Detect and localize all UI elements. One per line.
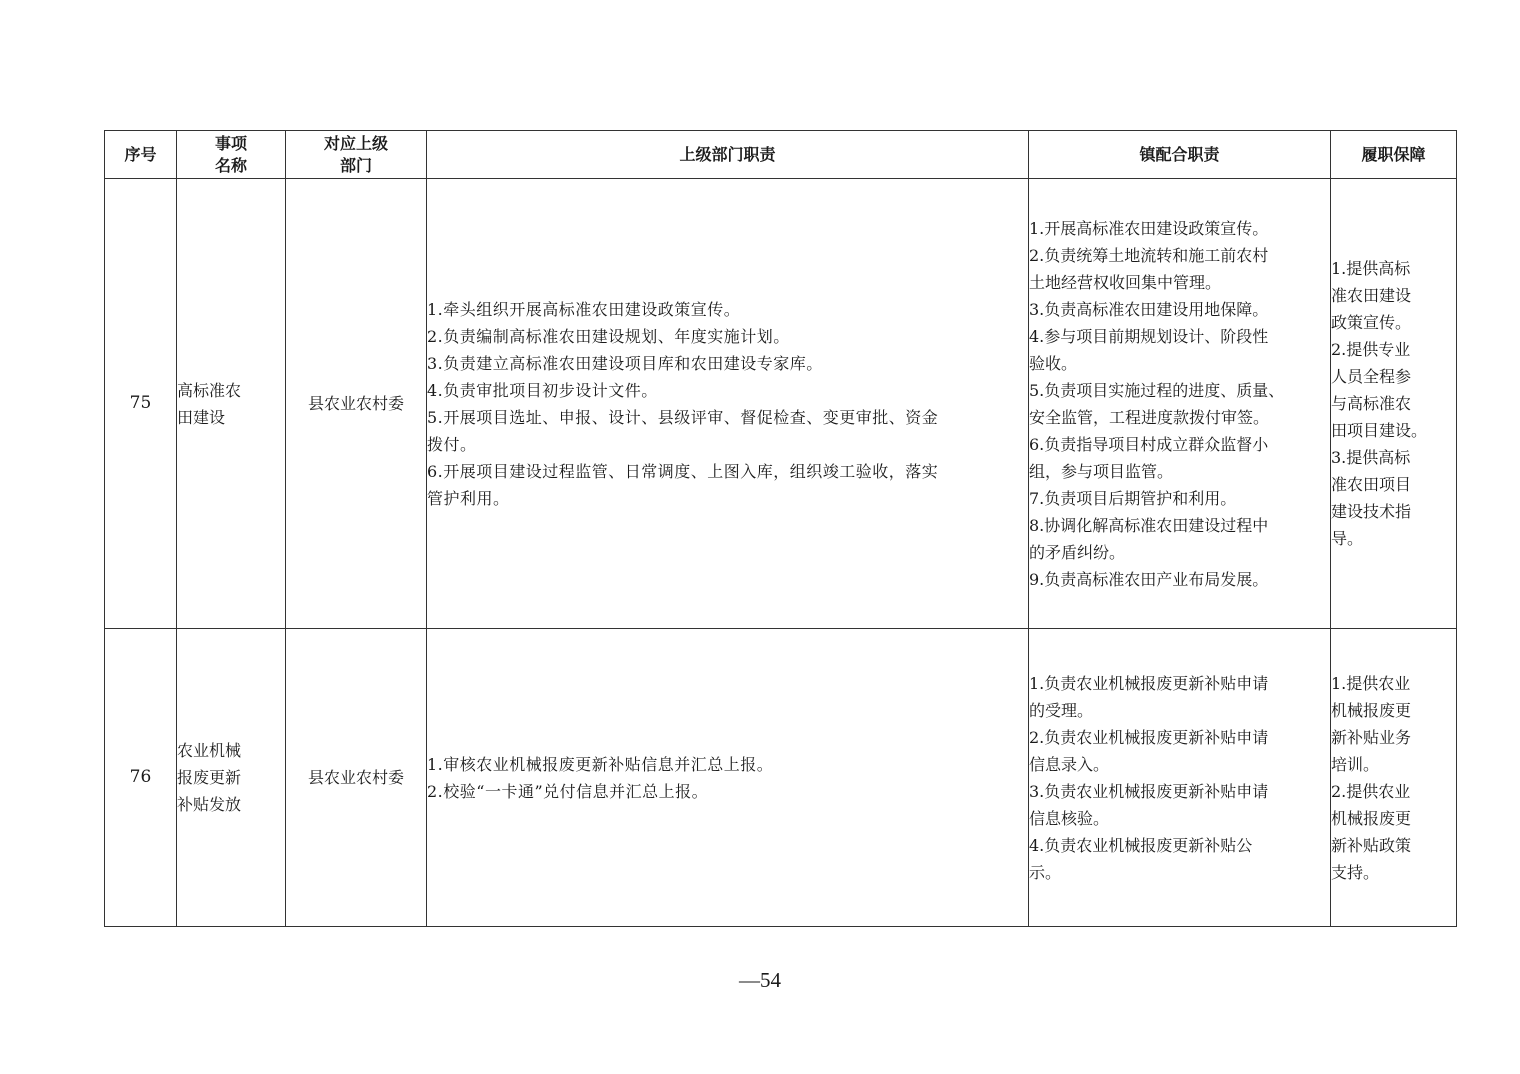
cell-item-name	[177, 629, 286, 927]
text-line: 2.负责农业机械报废更新补贴申请	[1029, 727, 1269, 747]
text-line: 新补贴业务	[1331, 727, 1412, 747]
page-number: —54	[739, 968, 781, 992]
header-dept	[286, 131, 427, 179]
text-line: 示。	[1029, 862, 1062, 882]
cell-guarantee	[1331, 629, 1457, 927]
text-line: 3.负责农业机械报废更新补贴申请	[1029, 781, 1269, 801]
text-line: 1.提供农业	[1331, 673, 1411, 693]
cell-dept: 县农业农村委	[286, 179, 427, 629]
text-line: 机械报废更	[1331, 700, 1412, 720]
header-dept-line1: 对应上级	[323, 133, 388, 153]
text-line: 人员全程参	[1331, 367, 1412, 386]
text-line: 3.负责建立高标准农田建设项目库和农田建设专家库。	[427, 353, 823, 373]
text-line: 6.负责指导项目村成立群众监督小	[1029, 434, 1269, 454]
text-line: 7.负责项目后期管护和利用。	[1029, 488, 1237, 508]
text-line: 1.审核农业机械报废更新补贴信息并汇总上报。	[427, 754, 774, 774]
text-line: 的矛盾纠纷。	[1029, 542, 1126, 562]
text-line: 2.负责统筹土地流转和施工前农村	[1029, 245, 1269, 265]
text-line: 报废更新	[177, 768, 242, 787]
text-line: 2.提供专业	[1331, 340, 1411, 359]
table-row	[105, 629, 1457, 927]
cell-upper-duty	[427, 179, 1029, 629]
header-item-name	[177, 131, 286, 179]
text-line: 支持。	[1331, 862, 1380, 882]
text-line: 验收。	[1029, 353, 1078, 373]
text-line: 6.开展项目建设过程监管、日常调度、上图入库，组织竣工验收，落实	[427, 461, 939, 481]
text-line: 4.参与项目前期规划设计、阶段性	[1029, 326, 1269, 346]
text-line: 拨付。	[427, 434, 477, 454]
text-line: 导。	[1331, 529, 1364, 548]
table-row	[105, 179, 1457, 629]
text-line: 补贴发放	[177, 795, 242, 814]
text-line: 5.负责项目实施过程的进度、质量、	[1029, 380, 1285, 400]
cell-item-name	[177, 179, 286, 629]
text-line: 1.提供高标	[1331, 259, 1411, 278]
text-line: 的受理。	[1029, 700, 1094, 720]
text-line: 3.负责高标准农田建设用地保障。	[1029, 299, 1269, 319]
text-line: 2.提供农业	[1331, 781, 1411, 801]
text-line: 2.负责编制高标准农田建设规划、年度实施计划。	[427, 326, 790, 346]
text-line: 机械报废更	[1331, 808, 1412, 828]
header-seq: 序号	[105, 131, 177, 179]
text-line: 准农田建设	[1331, 286, 1412, 305]
text-line: 9.负责高标准农田产业布局发展。	[1029, 569, 1269, 589]
header-row	[105, 131, 1457, 179]
text-line: 与高标准农	[1331, 394, 1412, 413]
text-line: 2.校验“一卡通”兑付信息并汇总上报。	[427, 781, 709, 801]
text-line: 安全监管，工程进度款拨付审签。	[1029, 407, 1270, 427]
cell-dept: 县农业农村委	[286, 629, 427, 927]
text-line: 信息录入。	[1029, 754, 1110, 774]
text-line: 1.开展高标准农田建设政策宣传。	[1029, 218, 1269, 238]
cell-seq: 76	[105, 629, 177, 927]
header-guarantee: 履职保障	[1331, 131, 1457, 179]
text-line: 组，参与项目监管。	[1029, 461, 1174, 481]
text-line: 管护利用。	[427, 488, 510, 508]
text-line: 土地经营权收回集中管理。	[1029, 272, 1222, 292]
text-line: 高标准农	[177, 380, 242, 400]
text-line: 政策宣传。	[1331, 313, 1412, 332]
header-item-line2: 名称	[214, 155, 247, 175]
duty-table	[104, 130, 1457, 927]
text-line: 建设技术指	[1331, 502, 1412, 521]
text-line: 新补贴政策	[1331, 835, 1412, 855]
cell-guarantee	[1331, 179, 1457, 629]
text-line: 准农田项目	[1331, 475, 1412, 494]
cell-seq: 75	[105, 179, 177, 629]
text-line: 3.提供高标	[1331, 448, 1411, 467]
text-line: 1.牵头组织开展高标准农田建设政策宣传。	[427, 299, 741, 319]
header-upper-duty: 上级部门职责	[427, 131, 1029, 179]
text-line: 农业机械	[177, 741, 242, 760]
header-item-line1: 事项	[214, 133, 247, 153]
text-line: 4.负责审批项目初步设计文件。	[427, 380, 658, 400]
text-line: 4.负责农业机械报废更新补贴公	[1029, 835, 1253, 855]
header-dept-line2: 部门	[339, 155, 372, 175]
text-line: 5.开展项目选址、申报、设计、县级评审、督促检查、变更审批、资金	[427, 407, 939, 427]
header-town-duty: 镇配合职责	[1029, 131, 1331, 179]
cell-town-duty	[1029, 629, 1331, 927]
text-line: 田项目建设。	[1331, 421, 1428, 440]
text-line: 信息核验。	[1029, 808, 1110, 828]
cell-upper-duty	[427, 629, 1029, 927]
cell-town-duty	[1029, 179, 1331, 629]
text-line: 1.负责农业机械报废更新补贴申请	[1029, 673, 1269, 693]
text-line: 培训。	[1331, 754, 1380, 774]
text-line: 8.协调化解高标准农田建设过程中	[1029, 515, 1269, 535]
text-line: 田建设	[177, 407, 226, 427]
